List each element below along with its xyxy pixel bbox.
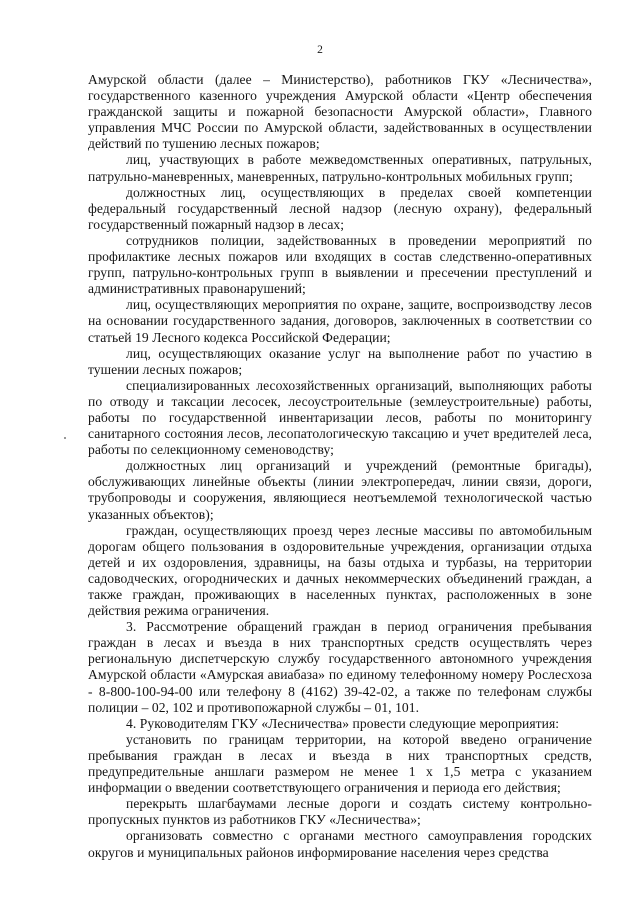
paragraph-continuation: Амурской области (далее – Министерство), работников ГКУ «Лесничества», государственного казенного учреждения Амурской области «Центр обеспечения гражданской защиты и пожарной безопасности Амурской области», Главного управления МЧС России по Амурской области, задействованных в осуществлении действий по тушению лесных пожаров; [88,72,592,152]
paragraph-forest-protection: лиц, осуществляющих мероприятия по охране, защите, воспроизводству лесов на основании государственного задания, договоров, заключенных в соответствии со статьей 19 Лесного кодекса Российской Федерации; [88,297,592,345]
paragraph-forest-supervision: должностных лиц, осуществляющих в пределах своей компетенции федеральный государственный лесной надзор (лесную охрану), федеральный государственный пожарный надзор в лесах; [88,184,592,232]
scan-speck [64,437,66,439]
paragraph-informing: организовать совместно с органами местного самоуправления городских округов и муниципальных районов информирование населения через средства [88,828,592,860]
paragraph-citizens-transit: граждан, осуществляющих проезд через лесные массивы по автомобильным дорогам общего пользования в оздоровительные учреждения, организации отдыха детей и их оздоровления, здравницы, на базы отдыха и турбазы, на территории садоводческих, огороднических и дачных некоммерческих объединений граждан, а также граждан, проживающих в населенных пунктах, расположенных в зоне действия режима ограничения. [88,522,592,619]
paragraph-linear-objects: должностных лиц организаций и учреждений (ремонтные бригады), обслуживающих линейные объекты (линии электропередач, линии связи, дороги, трубопроводы и сооружения, являющиеся неотъемлемой технологической частью указанных объектов); [88,458,592,522]
paragraph-mobile-groups: лиц, участвующих в работе межведомственных оперативных, патрульных, патрульно-маневренных, маневренных, патрульно-контрольных мобильных групп; [88,152,592,184]
paragraph-police: сотрудников полиции, задействованных в проведении мероприятий по профилактике лесных пожаров или входящих в состав следственно-оперативных групп, патрульно-контрольных групп в выявлении и пресечении преступлений и административных правонарушений; [88,232,592,297]
paragraph-warning-signs: установить по границам территории, на которой введено ограничение пребывания граждан в лесах и въезда в них транспортных средств, предупредительные аншлаги размером не менее 1 х 1,5 метра с указанием информации о введении соответствующего ограничения и периода его действия; [88,731,592,796]
page-number: 2 [317,44,323,56]
paragraph-item-3: 3. Рассмотрение обращений граждан в период ограничения пребывания граждан в лесах и въезда в них транспортных средств осуществлять через региональную диспетчерскую службу государственного автономного учреждения Амурской области «Амурская авиабаза» по единому телефонному номеру Рослесхоза - 8-800-100-94-00 или телефону 8 (4162) 39-42-02, а также по телефонам службы полиции – 02, 102 и противопожарной службы – 01, 101. [88,619,592,715]
paragraph-item-4: 4. Руководителям ГКУ «Лесничества» провести следующие мероприятия: [126,715,560,731]
paragraph-forestry-organizations: специализированных лесохозяйственных организаций, выполняющих работы по отводу и таксации лесосек, лесоустроительные (землеустроительные) работы, работы по государственной инвентаризации лесов, работы по мониторингу санитарного состояния лесов, лесопатологическую таксацию и учет вредителей леса, работы по селекционному семеноводству; [88,377,592,458]
document-body [88,72,592,861]
paragraph-firefighting-services: лиц, осуществляющих оказание услуг на выполнение работ по участию в тушении лесных пожаров; [88,345,592,377]
paragraph-barriers: перекрыть шлагбаумами лесные дороги и создать систему контрольно-пропускных пунктов из работников ГКУ «Лесничества»; [88,796,592,828]
